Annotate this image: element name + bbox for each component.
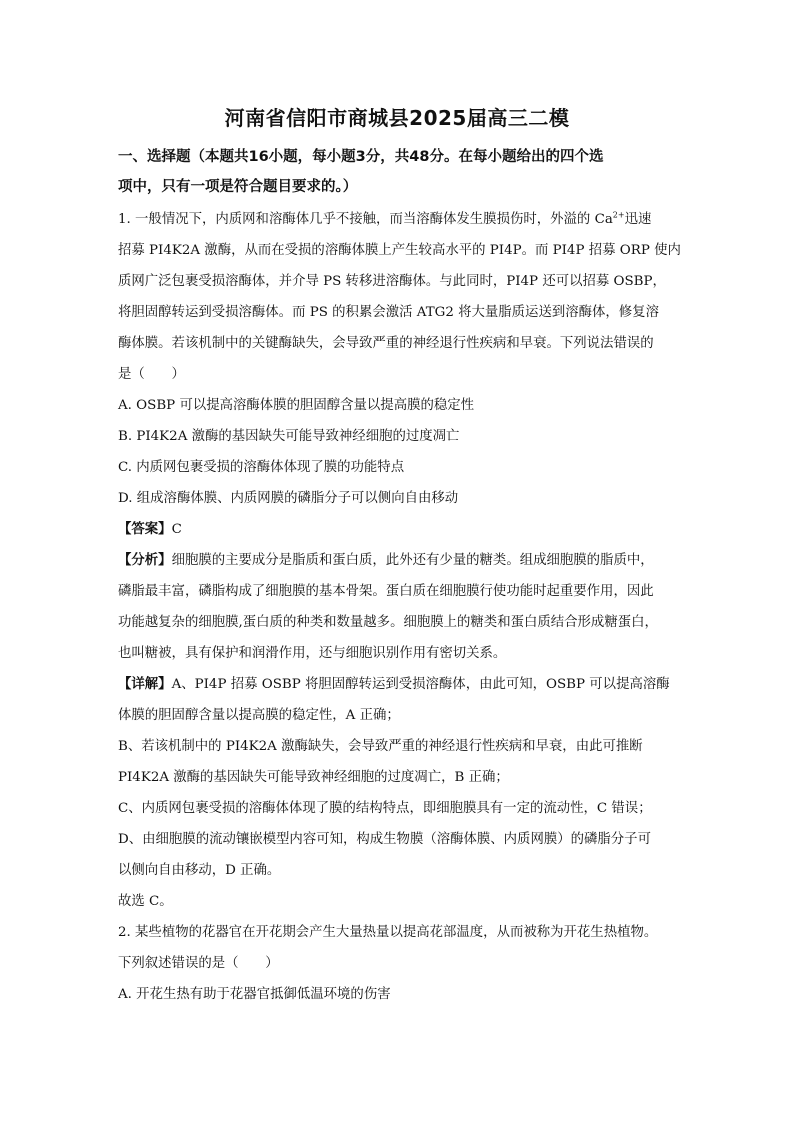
detail-line: 体膜的胆固醇含量以提高膜的稳定性，A 正确； [118,708,400,723]
page-title: 河南省信阳市商城县2025届高三二模 [224,106,570,130]
analysis-line: 磷脂最丰富，磷脂构成了细胞膜的基本骨架。蛋白质在细胞膜行使功能时起重要作用，因此 [118,584,654,599]
detail-line: C、内质网包裹受损的溶酶体体现了膜的结构特点，即细胞膜具有一定的流动性，C 错误； [118,801,652,816]
stem-text: 迅速 [624,212,652,227]
detail-line: PI4K2A 激酶的基因缺失可能导致神经细胞的过度凋亡，B 正确； [118,770,509,785]
analysis-label: 【分析】 [118,553,172,568]
option-b: B. PI4K2A 激酶的基因缺失可能导致神经细胞的过度凋亡 [118,429,460,444]
question-stem-line: 将胆固醇转运到受损溶酶体。而 PS 的积累会激活 ATG2 将大量脂质运送到溶酶体，修复溶 [118,305,659,320]
analysis-text: 细胞膜的主要成分是脂质和蛋白质，此外还有少量的糖类。组成细胞膜的脂质中， [171,553,654,568]
section-heading [118,142,680,202]
question-stem-line: 酶体膜。若该机制中的关键酶缺失，会导致严重的神经退行性疾病和早衰。下列说法错误的 [118,336,654,351]
question-2 [118,917,680,1010]
conclusion-line: 故选 C。 [118,894,173,909]
question-stem-line: 2. 某些植物的花器官在开花期会产生大量热量以提高花部温度，从而被称为开花生热植物。 [118,925,658,940]
option-d: D. 组成溶酶体膜、内质网膜的磷脂分子可以侧向自由移动 [118,491,459,506]
section-heading-line: 项中，只有一项是符合题目要求的。） [118,179,358,195]
question-1 [118,204,680,917]
detail-label: 【详解】 [118,677,172,692]
superscript: 2+ [612,210,625,220]
question-stem-line: 是（ ） [118,367,185,382]
detail-line [118,669,680,700]
detail-line: 以侧向自由移动，D 正确。 [118,863,281,878]
option-a: A. OSBP 可以提高溶酶体膜的胆固醇含量以提高膜的稳定性 [118,398,475,413]
detail-text: A、PI4P 招募 OSBP 将胆固醇转运到受损溶酶体，由此可知，OSBP 可以提高溶酶 [171,677,670,692]
option-a: A. 开花生热有助于花器官抵御低温环境的伤害 [118,987,391,1002]
answer-value: C [171,522,182,537]
option-c: C. 内质网包裹受损的溶酶体体现了膜的功能特点 [118,460,405,475]
question-stem-line: 招募 PI4K2A 激酶，从而在受损的溶酶体膜上产生较高水平的 PI4P。而 PI4P 招募 ORP 使内 [118,243,681,258]
analysis-line: 也叫糖被，具有保护和润滑作用，还与细胞识别作用有密切关系。 [118,646,507,661]
analysis-line [118,545,680,576]
answer-line [118,514,680,545]
answer-label: 【答案】 [118,522,172,537]
analysis-line: 功能越复杂的细胞膜,蛋白质的种类和数量越多。细胞膜上的糖类和蛋白质结合形成糖蛋白， [118,615,658,630]
detail-line: D、由细胞膜的流动镶嵌模型内容可知，构成生物膜（溶酶体膜、内质网膜）的磷脂分子可 [118,832,651,847]
question-stem-line [118,204,680,235]
document-body [118,142,680,1010]
stem-text: 1. 一般情况下，内质网和溶酶体几乎不接触，而当溶酶体发生膜损伤时，外溢的 Ca [118,212,613,227]
question-stem-line: 下列叙述错误的是（ ） [118,956,279,971]
detail-line: B、若该机制中的 PI4K2A 激酶缺失，会导致严重的神经退行性疾病和早衰，由此可推断 [118,739,643,754]
section-heading-line: 一、选择题（本题共16小题，每小题3分，共48分。在每小题给出的四个选 [118,149,604,165]
question-stem-line: 质网广泛包裹受损溶酶体，并介导 PS 转移进溶酶体。与此同时，PI4P 还可以招募 OSBP， [118,274,666,289]
